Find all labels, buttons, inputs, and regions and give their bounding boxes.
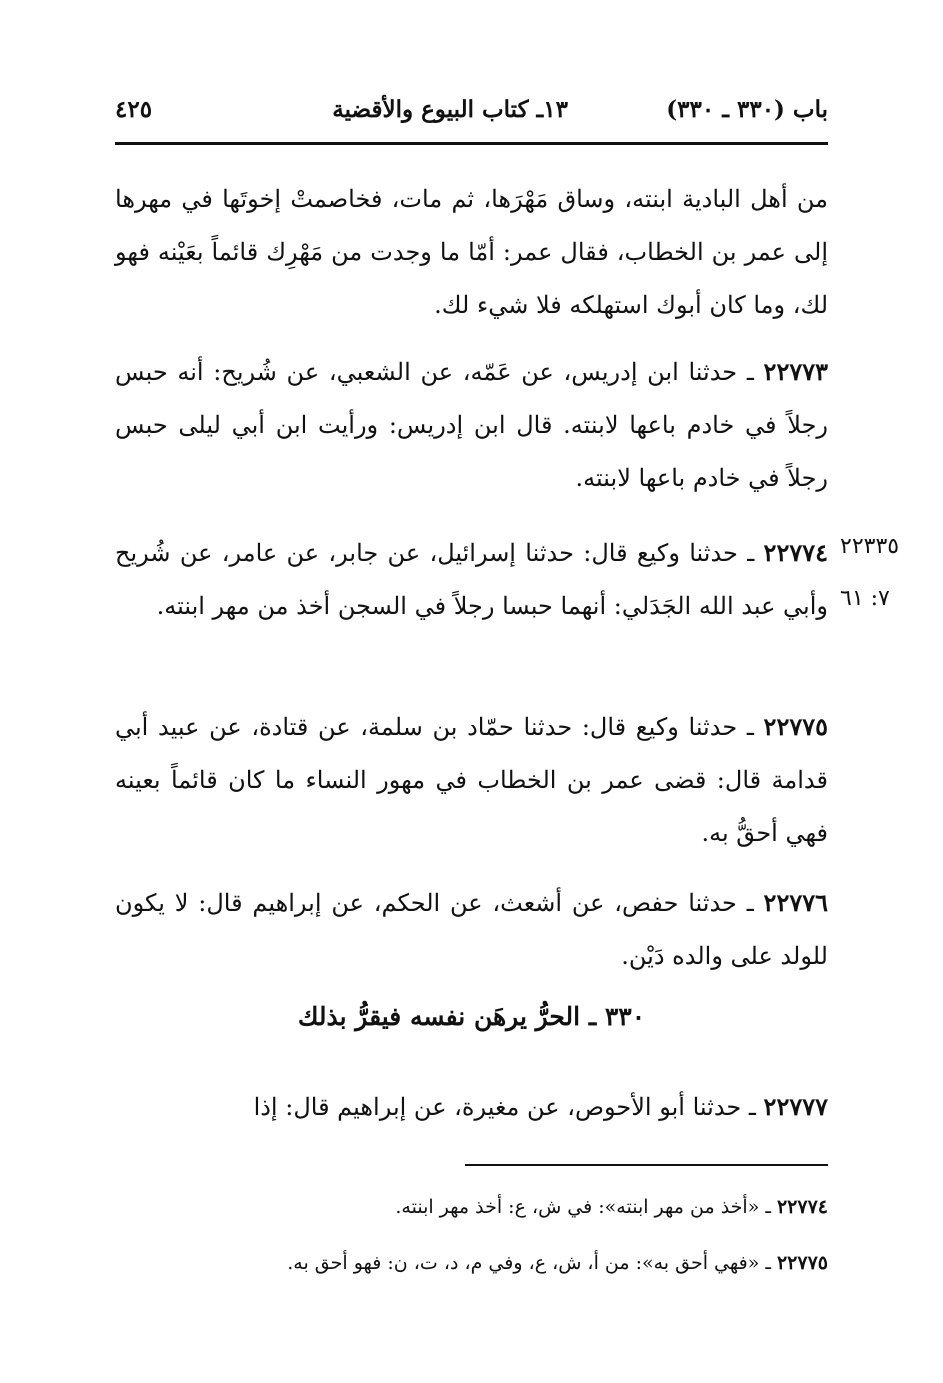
paragraph-text: ـ حدثنا ابن إدريس، عن عَمّه، عن الشعبي، عن شُريح: أنه حبس رجلاً في خادم باعها لابنته. قال ابن إدريس: ورأيت ابن أبي ليلى حبس رجلاً في خادم باعها لابنته.	[115, 358, 828, 492]
footnote-rule	[465, 1164, 828, 1166]
paragraph-text: ـ حدثنا حفص، عن أشعث، عن الحكم، عن إبراهيم قال: لا يكون للولد على والده دَيْن.	[115, 889, 828, 970]
footnote	[115, 1196, 828, 1218]
hadith-number: ٢٢٧٧٣	[763, 357, 828, 386]
header-rule	[115, 142, 828, 145]
paragraph	[115, 173, 828, 332]
paragraph	[115, 345, 828, 505]
paragraph	[115, 1080, 828, 1134]
running-header	[115, 96, 828, 140]
hadith-number: ٢٢٧٧٤	[763, 538, 828, 567]
margin-reference: ٧: ٦١	[840, 586, 890, 611]
book-title: ١٣ـ كتاب البيوع والأقضية	[332, 96, 568, 123]
page-number: ٤٢٥	[115, 96, 153, 123]
chapter-range: باب (٣٣٠ ـ ٣٣٠)	[666, 96, 828, 123]
section-title: ٣٣٠ ـ الحرُّ يرهَن نفسه فيقرُّ بذلك	[297, 1002, 646, 1031]
paragraph	[115, 526, 828, 633]
hadith-number: ٢٢٧٧٥	[763, 712, 828, 741]
margin-reference: ٢٢٣٣٥	[840, 534, 900, 559]
footnote	[115, 1252, 828, 1274]
paragraph	[115, 700, 828, 860]
footnote-text: ـ «أخذ من مهر ابنته»: في ش، ع: أخذ مهر ابنته.	[395, 1196, 777, 1218]
paragraph-text: ـ حدثنا وكيع قال: حدثنا إسرائيل، عن جابر، عن عامر، عن شُريح وأبي عبد الله الجَدَلي: أنهما حبسا رجلاً في السجن أخذ من مهر ابنته.	[115, 539, 828, 620]
paragraph-text: من أهل البادية ابنته، وساق مَهْرَها، ثم مات، فخاصمتْ إخوتَها في مهرها إلى عمر بن الخطاب، فقال عمر: أمّا ما وجدت من مَهْرِك قائماً بعَيْنه فهو لك، وما كان أبوك استهلكه فلا شيء لك.	[115, 185, 828, 319]
hadith-number: ٢٢٧٧٧	[763, 1092, 828, 1121]
hadith-number: ٢٢٧٧٦	[763, 888, 828, 917]
paragraph-text: ـ حدثنا وكيع قال: حدثنا حمّاد بن سلمة، عن قتادة، عن عبيد أبي قدامة قال: قضى عمر بن الخطاب في مهور النساء ما كان قائماً بعينه فهي أحقُّ به.	[115, 713, 828, 847]
footnote-text: ـ «فهي أحق به»: من أ، ش، ع، وفي م، د، ت، ن: فهو أحق به.	[287, 1252, 777, 1274]
footnote-number: ٢٢٧٧٥	[776, 1252, 828, 1274]
paragraph-text: ـ حدثنا أبو الأحوص، عن مغيرة، عن إبراهيم قال: إذا	[253, 1093, 764, 1121]
footnote-number: ٢٢٧٧٤	[776, 1196, 828, 1218]
paragraph	[115, 876, 828, 983]
